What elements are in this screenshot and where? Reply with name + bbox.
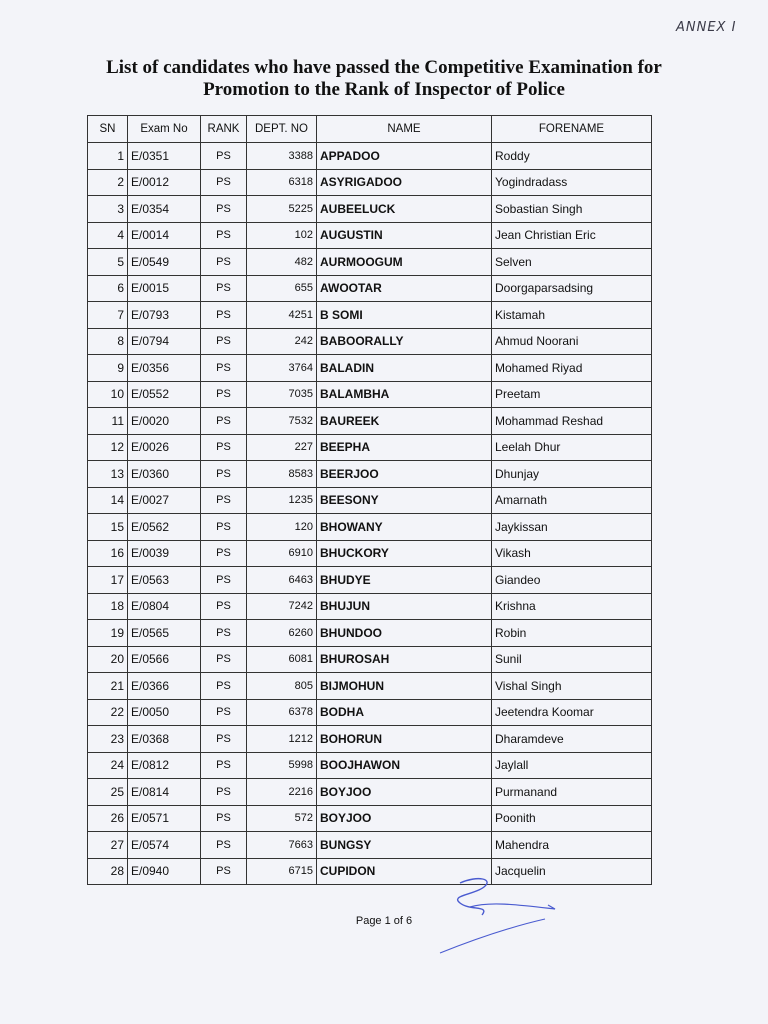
cell-name: BAUREEK	[317, 408, 492, 435]
cell-dept-no: 4251	[247, 302, 317, 329]
cell-dept-no: 6715	[247, 858, 317, 885]
table-row	[88, 805, 652, 832]
cell-exam-no: E/0015	[128, 275, 201, 302]
table-row	[88, 646, 652, 673]
cell-exam-no: E/0812	[128, 752, 201, 779]
cell-sn: 19	[88, 620, 128, 647]
cell-dept-no: 5998	[247, 752, 317, 779]
cell-sn: 9	[88, 355, 128, 382]
cell-forename: Poonith	[492, 805, 652, 832]
cell-sn: 18	[88, 593, 128, 620]
cell-dept-no: 6463	[247, 567, 317, 594]
cell-dept-no: 3388	[247, 143, 317, 170]
column-header-name: NAME	[317, 116, 492, 143]
cell-forename: Mohamed Riyad	[492, 355, 652, 382]
cell-forename: Mohammad Reshad	[492, 408, 652, 435]
cell-exam-no: E/0360	[128, 461, 201, 488]
cell-sn: 13	[88, 461, 128, 488]
table-row	[88, 302, 652, 329]
cell-dept-no: 6081	[247, 646, 317, 673]
cell-dept-no: 7663	[247, 832, 317, 859]
cell-forename: Vikash	[492, 540, 652, 567]
cell-exam-no: E/0039	[128, 540, 201, 567]
cell-rank: PS	[201, 699, 247, 726]
cell-dept-no: 227	[247, 434, 317, 461]
table-row	[88, 593, 652, 620]
cell-forename: Sobastian Singh	[492, 196, 652, 223]
cell-rank: PS	[201, 805, 247, 832]
cell-sn: 20	[88, 646, 128, 673]
cell-exam-no: E/0574	[128, 832, 201, 859]
cell-rank: PS	[201, 143, 247, 170]
cell-sn: 14	[88, 487, 128, 514]
cell-dept-no: 7532	[247, 408, 317, 435]
cell-dept-no: 805	[247, 673, 317, 700]
cell-dept-no: 120	[247, 514, 317, 541]
column-header-rank: RANK	[201, 116, 247, 143]
cell-name: BEEPHA	[317, 434, 492, 461]
cell-name: APPADOO	[317, 143, 492, 170]
table-row	[88, 249, 652, 276]
cell-rank: PS	[201, 275, 247, 302]
cell-sn: 1	[88, 143, 128, 170]
table-row	[88, 196, 652, 223]
cell-name: AUBEELUCK	[317, 196, 492, 223]
cell-sn: 10	[88, 381, 128, 408]
cell-rank: PS	[201, 408, 247, 435]
cell-sn: 5	[88, 249, 128, 276]
cell-name: BOYJOO	[317, 805, 492, 832]
cell-name: BHUNDOO	[317, 620, 492, 647]
cell-name: BOOJHAWON	[317, 752, 492, 779]
cell-forename: Sunil	[492, 646, 652, 673]
cell-exam-no: E/0804	[128, 593, 201, 620]
cell-rank: PS	[201, 752, 247, 779]
cell-dept-no: 102	[247, 222, 317, 249]
cell-exam-no: E/0814	[128, 779, 201, 806]
cell-name: BHUJUN	[317, 593, 492, 620]
cell-name: BUNGSY	[317, 832, 492, 859]
cell-name: BHUROSAH	[317, 646, 492, 673]
cell-rank: PS	[201, 620, 247, 647]
cell-forename: Jeetendra Koomar	[492, 699, 652, 726]
table-row	[88, 434, 652, 461]
cell-dept-no: 6378	[247, 699, 317, 726]
table-row	[88, 752, 652, 779]
cell-name: ASYRIGADOO	[317, 169, 492, 196]
table-header-row	[88, 116, 652, 143]
cell-exam-no: E/0366	[128, 673, 201, 700]
table-row	[88, 620, 652, 647]
cell-rank: PS	[201, 196, 247, 223]
cell-sn: 4	[88, 222, 128, 249]
cell-exam-no: E/0020	[128, 408, 201, 435]
cell-forename: Jaylall	[492, 752, 652, 779]
cell-rank: PS	[201, 169, 247, 196]
cell-rank: PS	[201, 540, 247, 567]
cell-rank: PS	[201, 832, 247, 859]
cell-dept-no: 8583	[247, 461, 317, 488]
cell-rank: PS	[201, 461, 247, 488]
table-row	[88, 487, 652, 514]
cell-rank: PS	[201, 487, 247, 514]
column-header-forename: FORENAME	[492, 116, 652, 143]
cell-sn: 16	[88, 540, 128, 567]
cell-dept-no: 7035	[247, 381, 317, 408]
cell-forename: Doorgaparsadsing	[492, 275, 652, 302]
cell-exam-no: E/0571	[128, 805, 201, 832]
cell-sn: 6	[88, 275, 128, 302]
cell-dept-no: 2216	[247, 779, 317, 806]
cell-dept-no: 1235	[247, 487, 317, 514]
cell-exam-no: E/0012	[128, 169, 201, 196]
cell-dept-no: 242	[247, 328, 317, 355]
cell-exam-no: E/0562	[128, 514, 201, 541]
cell-exam-no: E/0794	[128, 328, 201, 355]
table-row	[88, 355, 652, 382]
table-row	[88, 222, 652, 249]
table-row	[88, 726, 652, 753]
cell-name: BHUCKORY	[317, 540, 492, 567]
cell-sn: 22	[88, 699, 128, 726]
cell-name: AURMOOGUM	[317, 249, 492, 276]
table-row	[88, 275, 652, 302]
cell-forename: Krishna	[492, 593, 652, 620]
candidates-table	[87, 115, 652, 885]
cell-name: AUGUSTIN	[317, 222, 492, 249]
cell-forename: Dharamdeve	[492, 726, 652, 753]
cell-forename: Jean Christian Eric	[492, 222, 652, 249]
table-row	[88, 408, 652, 435]
cell-sn: 25	[88, 779, 128, 806]
cell-exam-no: E/0549	[128, 249, 201, 276]
cell-name: AWOOTAR	[317, 275, 492, 302]
column-header-dept-no: DEPT. NO	[247, 116, 317, 143]
table-row	[88, 169, 652, 196]
cell-sn: 26	[88, 805, 128, 832]
cell-exam-no: E/0368	[128, 726, 201, 753]
cell-forename: Giandeo	[492, 567, 652, 594]
cell-forename: Leelah Dhur	[492, 434, 652, 461]
cell-name: BALADIN	[317, 355, 492, 382]
cell-dept-no: 5225	[247, 196, 317, 223]
table-row	[88, 567, 652, 594]
cell-forename: Selven	[492, 249, 652, 276]
cell-rank: PS	[201, 567, 247, 594]
cell-dept-no: 655	[247, 275, 317, 302]
document-title	[40, 57, 728, 101]
cell-name: BOHORUN	[317, 726, 492, 753]
cell-forename: Robin	[492, 620, 652, 647]
cell-sn: 11	[88, 408, 128, 435]
cell-exam-no: E/0026	[128, 434, 201, 461]
cell-rank: PS	[201, 249, 247, 276]
cell-name: BOYJOO	[317, 779, 492, 806]
cell-exam-no: E/0563	[128, 567, 201, 594]
cell-name: BALAMBHA	[317, 381, 492, 408]
cell-forename: Preetam	[492, 381, 652, 408]
cell-exam-no: E/0027	[128, 487, 201, 514]
cell-name: BABOORALLY	[317, 328, 492, 355]
cell-sn: 27	[88, 832, 128, 859]
cell-dept-no: 6260	[247, 620, 317, 647]
cell-exam-no: E/0940	[128, 858, 201, 885]
cell-forename: Ahmud Noorani	[492, 328, 652, 355]
table-row	[88, 514, 652, 541]
cell-name: BIJMOHUN	[317, 673, 492, 700]
cell-sn: 2	[88, 169, 128, 196]
cell-rank: PS	[201, 434, 247, 461]
cell-sn: 8	[88, 328, 128, 355]
table-row	[88, 381, 652, 408]
cell-sn: 17	[88, 567, 128, 594]
cell-exam-no: E/0552	[128, 381, 201, 408]
cell-dept-no: 482	[247, 249, 317, 276]
cell-name: CUPIDON	[317, 858, 492, 885]
table-row	[88, 540, 652, 567]
cell-rank: PS	[201, 593, 247, 620]
cell-sn: 12	[88, 434, 128, 461]
table-row	[88, 699, 652, 726]
cell-exam-no: E/0354	[128, 196, 201, 223]
cell-rank: PS	[201, 726, 247, 753]
cell-exam-no: E/0014	[128, 222, 201, 249]
cell-sn: 7	[88, 302, 128, 329]
cell-name: B SOMI	[317, 302, 492, 329]
table-row	[88, 143, 652, 170]
cell-forename: Mahendra	[492, 832, 652, 859]
cell-rank: PS	[201, 302, 247, 329]
cell-rank: PS	[201, 328, 247, 355]
cell-dept-no: 6910	[247, 540, 317, 567]
cell-rank: PS	[201, 779, 247, 806]
cell-dept-no: 3764	[247, 355, 317, 382]
cell-name: BEERJOO	[317, 461, 492, 488]
table-row	[88, 461, 652, 488]
cell-forename: Kistamah	[492, 302, 652, 329]
cell-exam-no: E/0793	[128, 302, 201, 329]
cell-forename: Yogindradass	[492, 169, 652, 196]
table-row	[88, 673, 652, 700]
cell-rank: PS	[201, 381, 247, 408]
cell-exam-no: E/0356	[128, 355, 201, 382]
title-line-2: Promotion to the Rank of Inspector of Police	[203, 79, 565, 100]
cell-rank: PS	[201, 355, 247, 382]
cell-name: BHOWANY	[317, 514, 492, 541]
cell-sn: 23	[88, 726, 128, 753]
cell-sn: 28	[88, 858, 128, 885]
cell-forename: Jacquelin	[492, 858, 652, 885]
table-row	[88, 832, 652, 859]
cell-rank: PS	[201, 858, 247, 885]
cell-name: BEESONY	[317, 487, 492, 514]
cell-rank: PS	[201, 514, 247, 541]
cell-sn: 3	[88, 196, 128, 223]
column-header-exam-no: Exam No	[128, 116, 201, 143]
table-row	[88, 779, 652, 806]
cell-rank: PS	[201, 646, 247, 673]
cell-sn: 21	[88, 673, 128, 700]
cell-rank: PS	[201, 673, 247, 700]
column-header-sn: SN	[88, 116, 128, 143]
cell-forename: Roddy	[492, 143, 652, 170]
cell-dept-no: 1212	[247, 726, 317, 753]
cell-forename: Vishal Singh	[492, 673, 652, 700]
cell-dept-no: 7242	[247, 593, 317, 620]
table-row	[88, 328, 652, 355]
cell-exam-no: E/0050	[128, 699, 201, 726]
cell-dept-no: 6318	[247, 169, 317, 196]
title-line-1: List of candidates who have passed the Competitive Examination for	[106, 57, 662, 78]
cell-name: BODHA	[317, 699, 492, 726]
signature	[420, 865, 570, 955]
cell-forename: Jaykissan	[492, 514, 652, 541]
page-footer: Page 1 of 6	[355, 915, 413, 927]
cell-exam-no: E/0565	[128, 620, 201, 647]
cell-exam-no: E/0351	[128, 143, 201, 170]
cell-name: BHUDYE	[317, 567, 492, 594]
cell-exam-no: E/0566	[128, 646, 201, 673]
cell-forename: Dhunjay	[492, 461, 652, 488]
cell-sn: 15	[88, 514, 128, 541]
cell-dept-no: 572	[247, 805, 317, 832]
cell-forename: Amarnath	[492, 487, 652, 514]
cell-rank: PS	[201, 222, 247, 249]
cell-forename: Purmanand	[492, 779, 652, 806]
cell-sn: 24	[88, 752, 128, 779]
annex-label: ANNEX I	[676, 20, 737, 35]
